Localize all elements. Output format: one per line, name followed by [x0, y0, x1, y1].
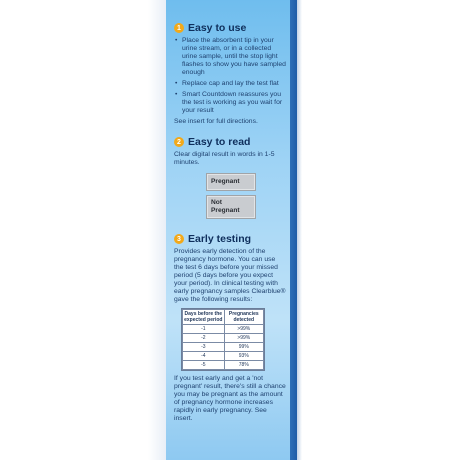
display-text: Pregnant: [211, 178, 240, 185]
read-description: Clear digital result in words in 1-5 minutes.: [174, 151, 275, 166]
table-header: Days before the expected period: [184, 311, 223, 323]
table-cell: -3: [183, 343, 225, 352]
table-header: Pregnancies detected: [224, 310, 263, 325]
step-number-badge: 2: [174, 137, 184, 147]
table-row: [183, 325, 264, 334]
table-row: [183, 361, 264, 370]
table-cell: 93%: [224, 352, 263, 361]
table-cell: -4: [183, 352, 225, 361]
table-cell: 78%: [224, 361, 263, 370]
step-number-badge: 3: [174, 234, 184, 244]
usage-bullets: [174, 37, 286, 115]
box-side-edge: [290, 0, 297, 460]
packaging-panel: [166, 0, 290, 460]
display-pregnant: [206, 173, 256, 191]
table-cell: -1: [183, 325, 225, 334]
table-cell: >99%: [224, 334, 263, 343]
panel-content: [174, 22, 286, 425]
display-not-pregnant: [206, 195, 256, 219]
bullet-item: • Smart Countdown reassures you the test is working as you wait for your result: [174, 91, 286, 115]
early-description: Provides early detection of the pregnancy hormone. You can use the test 6 days before your missed period (5 days before you expect your period). In clinical testing with early pregnancy samples Clearblue® gave the following results:: [174, 248, 286, 303]
section-title: Early testing: [188, 233, 252, 245]
box-edge-highlight: [297, 0, 302, 460]
table-row: [183, 343, 264, 352]
table-cell: -2: [183, 334, 225, 343]
table-cell: 99%: [224, 343, 263, 352]
table-row: [183, 334, 264, 343]
step-number-badge: 1: [174, 23, 184, 33]
table-cell: >99%: [224, 325, 263, 334]
section-easy-to-read-header: [174, 136, 286, 148]
display-text-line: Pregnant: [211, 207, 240, 214]
display-text-line: Not: [211, 199, 222, 206]
bullet-item: • Replace cap and lay the test flat: [174, 80, 286, 88]
table-cell: -5: [183, 361, 225, 370]
table-row: [183, 352, 264, 361]
section-easy-to-use-header: [174, 22, 286, 34]
bullet-item: • Place the absorbent tip in your urine stream, or in a collected urine sample, until the stop light flashes to show you have sampled enough: [174, 37, 286, 77]
section-title: Easy to use: [188, 22, 247, 34]
section-title: Easy to read: [188, 136, 251, 148]
results-table: [181, 308, 265, 371]
early-footer: If you test early and get a 'not pregnant' result, there's still a chance you may be pregnant as the amount of pregnancy hormone increases rapidly in early pregnancy. See insert.: [174, 375, 286, 422]
insert-note: See insert for full directions.: [174, 118, 258, 125]
section-early-testing-header: [174, 233, 286, 245]
